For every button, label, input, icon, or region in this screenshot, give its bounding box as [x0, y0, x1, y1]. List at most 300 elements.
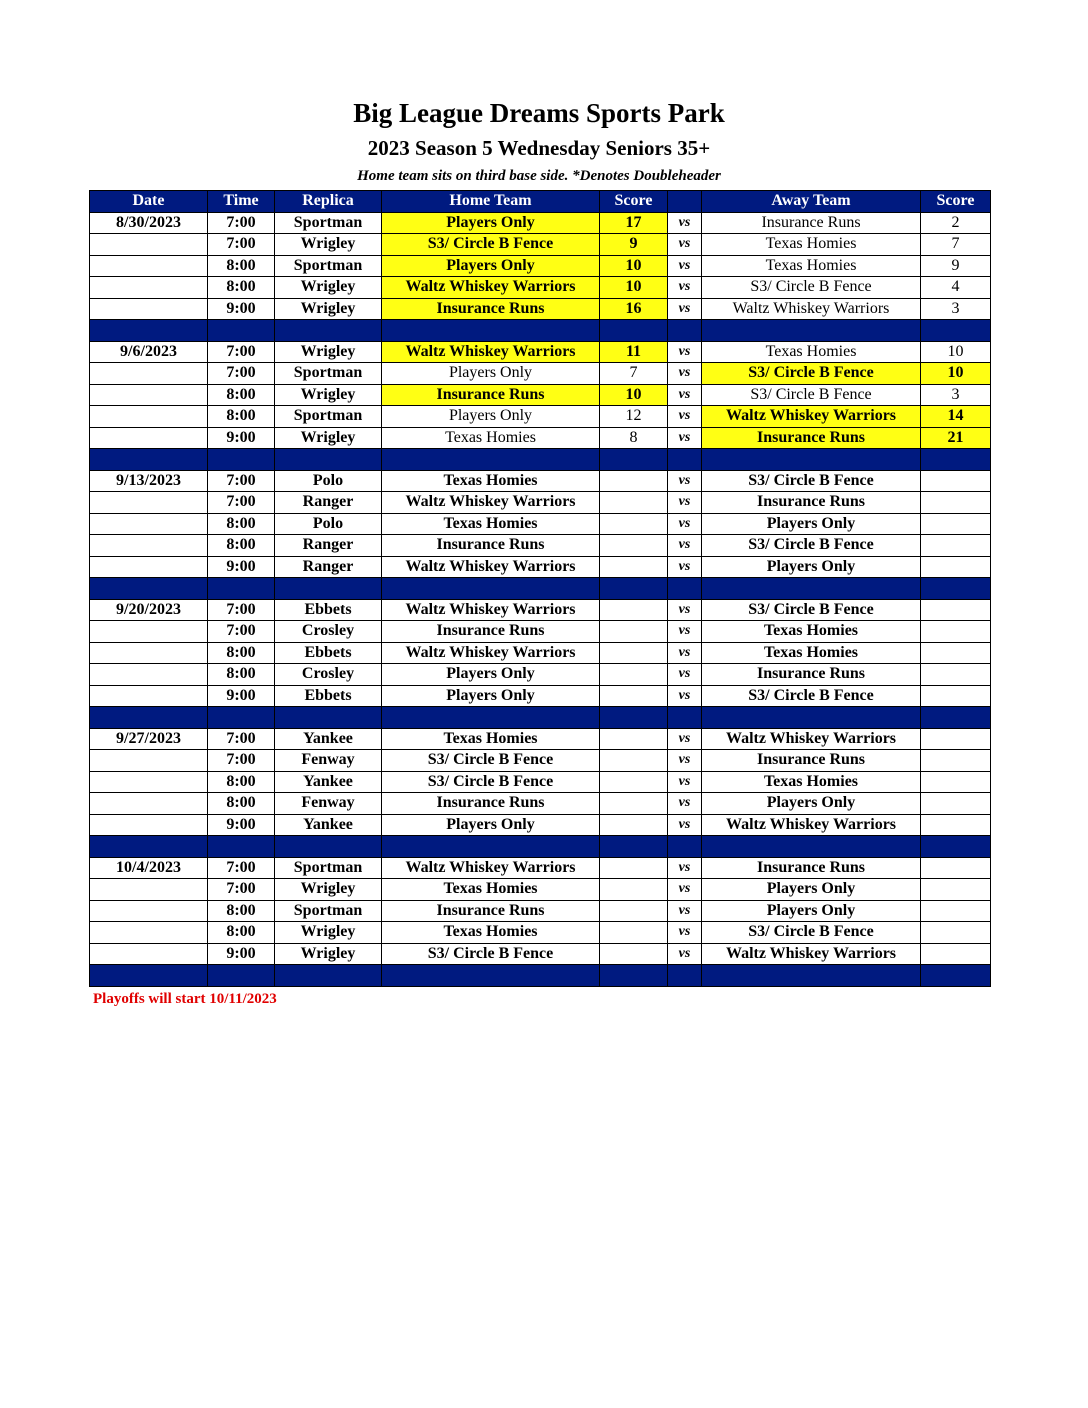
date-cell: [90, 664, 208, 686]
home-score-cell: [600, 814, 668, 836]
time-cell: 7:00: [208, 341, 275, 363]
vs-cell: vs: [668, 879, 702, 901]
home-score-cell: [600, 642, 668, 664]
table-row: [90, 384, 991, 406]
away-score-cell: [921, 685, 991, 707]
time-cell: 8:00: [208, 900, 275, 922]
separator-cell: [275, 578, 382, 600]
table-row: [90, 492, 991, 514]
away-team-cell: Insurance Runs: [702, 857, 921, 879]
replica-cell: Fenway: [275, 750, 382, 772]
time-cell: 8:00: [208, 771, 275, 793]
time-cell: 8:00: [208, 384, 275, 406]
replica-cell: Sportman: [275, 212, 382, 234]
time-cell: 9:00: [208, 298, 275, 320]
separator-cell: [702, 707, 921, 729]
home-score-cell: 7: [600, 363, 668, 385]
away-score-cell: [921, 728, 991, 750]
time-cell: 8:00: [208, 255, 275, 277]
table-row: [90, 556, 991, 578]
vs-cell: vs: [668, 922, 702, 944]
away-team-cell: Waltz Whiskey Warriors: [702, 298, 921, 320]
week-separator-row: [90, 320, 991, 342]
replica-cell: Wrigley: [275, 879, 382, 901]
vs-cell: vs: [668, 406, 702, 428]
away-team-cell: Waltz Whiskey Warriors: [702, 943, 921, 965]
replica-cell: Wrigley: [275, 341, 382, 363]
home-team-cell: Waltz Whiskey Warriors: [382, 492, 600, 514]
table-row: [90, 642, 991, 664]
time-cell: 7:00: [208, 492, 275, 514]
table-row: [90, 728, 991, 750]
away-score-cell: 2: [921, 212, 991, 234]
vs-cell: vs: [668, 341, 702, 363]
replica-cell: Yankee: [275, 771, 382, 793]
away-score-cell: [921, 642, 991, 664]
date-cell: 9/6/2023: [90, 341, 208, 363]
week-separator-row: [90, 707, 991, 729]
vs-cell: vs: [668, 621, 702, 643]
replica-cell: Ranger: [275, 492, 382, 514]
away-team-cell: S3/ Circle B Fence: [702, 685, 921, 707]
vs-cell: vs: [668, 535, 702, 557]
away-score-cell: [921, 621, 991, 643]
separator-cell: [90, 320, 208, 342]
table-row: [90, 513, 991, 535]
replica-cell: Ranger: [275, 556, 382, 578]
replica-cell: Polo: [275, 470, 382, 492]
date-cell: 9/27/2023: [90, 728, 208, 750]
replica-cell: Ebbets: [275, 599, 382, 621]
home-team-cell: Insurance Runs: [382, 900, 600, 922]
separator-cell: [208, 836, 275, 858]
time-cell: 8:00: [208, 664, 275, 686]
home-score-cell: [600, 750, 668, 772]
away-score-cell: [921, 879, 991, 901]
table-row: [90, 621, 991, 643]
separator-cell: [668, 965, 702, 987]
table-row: [90, 685, 991, 707]
separator-cell: [208, 578, 275, 600]
vs-cell: vs: [668, 664, 702, 686]
away-score-cell: 4: [921, 277, 991, 299]
time-cell: 8:00: [208, 535, 275, 557]
separator-cell: [668, 449, 702, 471]
replica-cell: Polo: [275, 513, 382, 535]
home-team-cell: Waltz Whiskey Warriors: [382, 599, 600, 621]
replica-cell: Wrigley: [275, 384, 382, 406]
vs-cell: vs: [668, 750, 702, 772]
vs-cell: vs: [668, 793, 702, 815]
away-score-cell: 10: [921, 363, 991, 385]
away-score-cell: [921, 513, 991, 535]
table-row: [90, 879, 991, 901]
away-score-cell: [921, 556, 991, 578]
separator-cell: [921, 836, 991, 858]
table-row: [90, 535, 991, 557]
away-score-cell: [921, 857, 991, 879]
vs-cell: vs: [668, 427, 702, 449]
away-score-cell: [921, 664, 991, 686]
separator-cell: [275, 965, 382, 987]
time-cell: 7:00: [208, 621, 275, 643]
replica-cell: Wrigley: [275, 234, 382, 256]
col-header-date: Date: [90, 191, 208, 213]
home-team-cell: Insurance Runs: [382, 298, 600, 320]
away-team-cell: Waltz Whiskey Warriors: [702, 728, 921, 750]
col-header-home-score: Score: [600, 191, 668, 213]
time-cell: 7:00: [208, 750, 275, 772]
home-team-cell: S3/ Circle B Fence: [382, 750, 600, 772]
separator-cell: [382, 836, 600, 858]
away-team-cell: Insurance Runs: [702, 664, 921, 686]
separator-cell: [90, 836, 208, 858]
separator-cell: [382, 965, 600, 987]
separator-cell: [600, 707, 668, 729]
away-team-cell: Players Only: [702, 556, 921, 578]
vs-cell: vs: [668, 814, 702, 836]
home-score-cell: [600, 470, 668, 492]
home-team-cell: Insurance Runs: [382, 793, 600, 815]
replica-cell: Sportman: [275, 406, 382, 428]
home-team-cell: Insurance Runs: [382, 535, 600, 557]
time-cell: 7:00: [208, 234, 275, 256]
date-cell: 9/20/2023: [90, 599, 208, 621]
time-cell: 7:00: [208, 470, 275, 492]
away-team-cell: Texas Homies: [702, 621, 921, 643]
replica-cell: Ranger: [275, 535, 382, 557]
time-cell: 8:00: [208, 277, 275, 299]
separator-cell: [600, 320, 668, 342]
home-score-cell: [600, 599, 668, 621]
away-team-cell: Insurance Runs: [702, 750, 921, 772]
date-cell: 9/13/2023: [90, 470, 208, 492]
home-score-cell: [600, 685, 668, 707]
separator-cell: [275, 320, 382, 342]
home-score-cell: [600, 900, 668, 922]
away-score-cell: [921, 793, 991, 815]
time-cell: 9:00: [208, 685, 275, 707]
replica-cell: Wrigley: [275, 922, 382, 944]
home-score-cell: 9: [600, 234, 668, 256]
home-team-cell: Players Only: [382, 664, 600, 686]
separator-cell: [921, 320, 991, 342]
table-row: [90, 922, 991, 944]
col-header-time: Time: [208, 191, 275, 213]
time-cell: 7:00: [208, 212, 275, 234]
date-cell: [90, 406, 208, 428]
home-score-cell: 11: [600, 341, 668, 363]
col-header-away-team: Away Team: [702, 191, 921, 213]
table-row: [90, 255, 991, 277]
home-team-cell: Waltz Whiskey Warriors: [382, 277, 600, 299]
date-cell: [90, 363, 208, 385]
separator-cell: [702, 449, 921, 471]
home-score-cell: [600, 728, 668, 750]
vs-cell: vs: [668, 384, 702, 406]
separator-cell: [382, 707, 600, 729]
col-header-home-team: Home Team: [382, 191, 600, 213]
time-cell: 9:00: [208, 556, 275, 578]
time-cell: 8:00: [208, 793, 275, 815]
away-team-cell: Texas Homies: [702, 255, 921, 277]
away-team-cell: S3/ Circle B Fence: [702, 922, 921, 944]
home-team-cell: Waltz Whiskey Warriors: [382, 857, 600, 879]
away-team-cell: Insurance Runs: [702, 492, 921, 514]
table-row: [90, 341, 991, 363]
home-team-cell: Waltz Whiskey Warriors: [382, 341, 600, 363]
home-score-cell: [600, 513, 668, 535]
week-separator-row: [90, 965, 991, 987]
separator-cell: [668, 707, 702, 729]
away-score-cell: 14: [921, 406, 991, 428]
separator-cell: [208, 965, 275, 987]
table-row: [90, 212, 991, 234]
home-team-cell: Texas Homies: [382, 922, 600, 944]
replica-cell: Fenway: [275, 793, 382, 815]
away-score-cell: 3: [921, 384, 991, 406]
home-team-cell: Players Only: [382, 814, 600, 836]
time-cell: 8:00: [208, 642, 275, 664]
table-row: [90, 298, 991, 320]
away-team-cell: S3/ Circle B Fence: [702, 535, 921, 557]
separator-cell: [382, 449, 600, 471]
separator-cell: [921, 449, 991, 471]
vs-cell: vs: [668, 771, 702, 793]
home-team-cell: Waltz Whiskey Warriors: [382, 642, 600, 664]
date-cell: [90, 255, 208, 277]
separator-cell: [600, 965, 668, 987]
col-header-replica: Replica: [275, 191, 382, 213]
home-score-cell: [600, 492, 668, 514]
home-score-cell: [600, 879, 668, 901]
replica-cell: Ebbets: [275, 642, 382, 664]
home-score-cell: [600, 664, 668, 686]
separator-cell: [921, 965, 991, 987]
vs-cell: vs: [668, 857, 702, 879]
separator-cell: [668, 836, 702, 858]
time-cell: 9:00: [208, 427, 275, 449]
separator-cell: [921, 578, 991, 600]
home-score-cell: [600, 621, 668, 643]
away-score-cell: [921, 599, 991, 621]
time-cell: 8:00: [208, 513, 275, 535]
home-score-cell: 10: [600, 277, 668, 299]
table-row: [90, 793, 991, 815]
vs-cell: vs: [668, 513, 702, 535]
away-team-cell: Waltz Whiskey Warriors: [702, 814, 921, 836]
home-team-cell: Texas Homies: [382, 470, 600, 492]
date-cell: [90, 814, 208, 836]
away-score-cell: 21: [921, 427, 991, 449]
away-team-cell: Texas Homies: [702, 341, 921, 363]
away-team-cell: Insurance Runs: [702, 427, 921, 449]
table-row: [90, 406, 991, 428]
away-score-cell: [921, 492, 991, 514]
home-team-cell: Texas Homies: [382, 879, 600, 901]
replica-cell: Ebbets: [275, 685, 382, 707]
home-score-cell: [600, 793, 668, 815]
table-row: [90, 234, 991, 256]
separator-cell: [208, 707, 275, 729]
away-team-cell: S3/ Circle B Fence: [702, 363, 921, 385]
date-cell: [90, 384, 208, 406]
vs-cell: vs: [668, 470, 702, 492]
schedule-table: [89, 190, 991, 987]
date-cell: [90, 535, 208, 557]
separator-cell: [668, 578, 702, 600]
away-team-cell: Texas Homies: [702, 234, 921, 256]
separator-cell: [90, 707, 208, 729]
away-team-cell: Players Only: [702, 513, 921, 535]
replica-cell: Wrigley: [275, 298, 382, 320]
date-cell: [90, 642, 208, 664]
separator-cell: [668, 320, 702, 342]
vs-cell: vs: [668, 943, 702, 965]
date-cell: [90, 900, 208, 922]
away-score-cell: 3: [921, 298, 991, 320]
date-cell: [90, 621, 208, 643]
home-score-cell: 10: [600, 384, 668, 406]
home-team-cell: S3/ Circle B Fence: [382, 234, 600, 256]
home-score-cell: 10: [600, 255, 668, 277]
date-cell: [90, 922, 208, 944]
vs-cell: vs: [668, 255, 702, 277]
time-cell: 8:00: [208, 922, 275, 944]
table-row: [90, 771, 991, 793]
table-row: [90, 814, 991, 836]
home-score-cell: [600, 922, 668, 944]
away-score-cell: [921, 750, 991, 772]
away-team-cell: Texas Homies: [702, 642, 921, 664]
replica-cell: Crosley: [275, 621, 382, 643]
separator-cell: [702, 578, 921, 600]
home-score-cell: 17: [600, 212, 668, 234]
away-team-cell: Players Only: [702, 900, 921, 922]
away-score-cell: [921, 922, 991, 944]
replica-cell: Yankee: [275, 728, 382, 750]
separator-cell: [275, 449, 382, 471]
playoffs-note: Playoffs will start 10/11/2023: [93, 991, 277, 1007]
replica-cell: Yankee: [275, 814, 382, 836]
home-score-cell: 16: [600, 298, 668, 320]
vs-cell: vs: [668, 599, 702, 621]
away-score-cell: [921, 470, 991, 492]
separator-cell: [208, 320, 275, 342]
away-team-cell: S3/ Circle B Fence: [702, 470, 921, 492]
time-cell: 7:00: [208, 599, 275, 621]
col-header-away-score: Score: [921, 191, 991, 213]
schedule-note: Home team sits on third base side. *Denotes Doubleheader: [357, 168, 721, 184]
vs-cell: vs: [668, 234, 702, 256]
table-row: [90, 363, 991, 385]
vs-cell: vs: [668, 900, 702, 922]
home-team-cell: Players Only: [382, 363, 600, 385]
separator-cell: [208, 449, 275, 471]
home-team-cell: Players Only: [382, 255, 600, 277]
away-score-cell: [921, 900, 991, 922]
away-team-cell: Waltz Whiskey Warriors: [702, 406, 921, 428]
date-cell: [90, 685, 208, 707]
replica-cell: Wrigley: [275, 427, 382, 449]
table-row: [90, 750, 991, 772]
date-cell: [90, 793, 208, 815]
vs-cell: vs: [668, 492, 702, 514]
home-score-cell: [600, 535, 668, 557]
date-cell: [90, 771, 208, 793]
date-cell: [90, 298, 208, 320]
home-score-cell: [600, 556, 668, 578]
separator-cell: [702, 320, 921, 342]
away-score-cell: [921, 535, 991, 557]
time-cell: 8:00: [208, 406, 275, 428]
time-cell: 7:00: [208, 857, 275, 879]
away-team-cell: Players Only: [702, 793, 921, 815]
date-cell: [90, 750, 208, 772]
date-cell: [90, 277, 208, 299]
home-team-cell: Players Only: [382, 406, 600, 428]
away-team-cell: S3/ Circle B Fence: [702, 599, 921, 621]
separator-cell: [90, 965, 208, 987]
table-row: [90, 900, 991, 922]
home-team-cell: Insurance Runs: [382, 384, 600, 406]
replica-cell: Sportman: [275, 900, 382, 922]
home-team-cell: Waltz Whiskey Warriors: [382, 556, 600, 578]
week-separator-row: [90, 449, 991, 471]
vs-cell: vs: [668, 298, 702, 320]
page-title: Big League Dreams Sports Park: [353, 98, 725, 128]
away-team-cell: Insurance Runs: [702, 212, 921, 234]
separator-cell: [90, 578, 208, 600]
vs-cell: vs: [668, 277, 702, 299]
away-score-cell: [921, 943, 991, 965]
date-cell: [90, 427, 208, 449]
home-score-cell: [600, 943, 668, 965]
separator-cell: [702, 965, 921, 987]
home-team-cell: S3/ Circle B Fence: [382, 771, 600, 793]
away-score-cell: 7: [921, 234, 991, 256]
away-team-cell: S3/ Circle B Fence: [702, 384, 921, 406]
table-row: [90, 664, 991, 686]
away-score-cell: [921, 814, 991, 836]
separator-cell: [702, 836, 921, 858]
date-cell: 10/4/2023: [90, 857, 208, 879]
replica-cell: Sportman: [275, 363, 382, 385]
separator-cell: [382, 320, 600, 342]
away-team-cell: Texas Homies: [702, 771, 921, 793]
away-team-cell: Players Only: [702, 879, 921, 901]
time-cell: 7:00: [208, 879, 275, 901]
table-row: [90, 427, 991, 449]
separator-cell: [600, 836, 668, 858]
replica-cell: Wrigley: [275, 277, 382, 299]
replica-cell: Wrigley: [275, 943, 382, 965]
time-cell: 9:00: [208, 814, 275, 836]
time-cell: 9:00: [208, 943, 275, 965]
home-team-cell: Insurance Runs: [382, 621, 600, 643]
home-team-cell: Texas Homies: [382, 427, 600, 449]
away-team-cell: S3/ Circle B Fence: [702, 277, 921, 299]
date-cell: [90, 492, 208, 514]
table-row: [90, 599, 991, 621]
table-header-row: [90, 191, 991, 213]
schedule-body: [90, 212, 991, 986]
separator-cell: [382, 578, 600, 600]
vs-cell: vs: [668, 363, 702, 385]
replica-cell: Crosley: [275, 664, 382, 686]
table-row: [90, 470, 991, 492]
time-cell: 7:00: [208, 363, 275, 385]
